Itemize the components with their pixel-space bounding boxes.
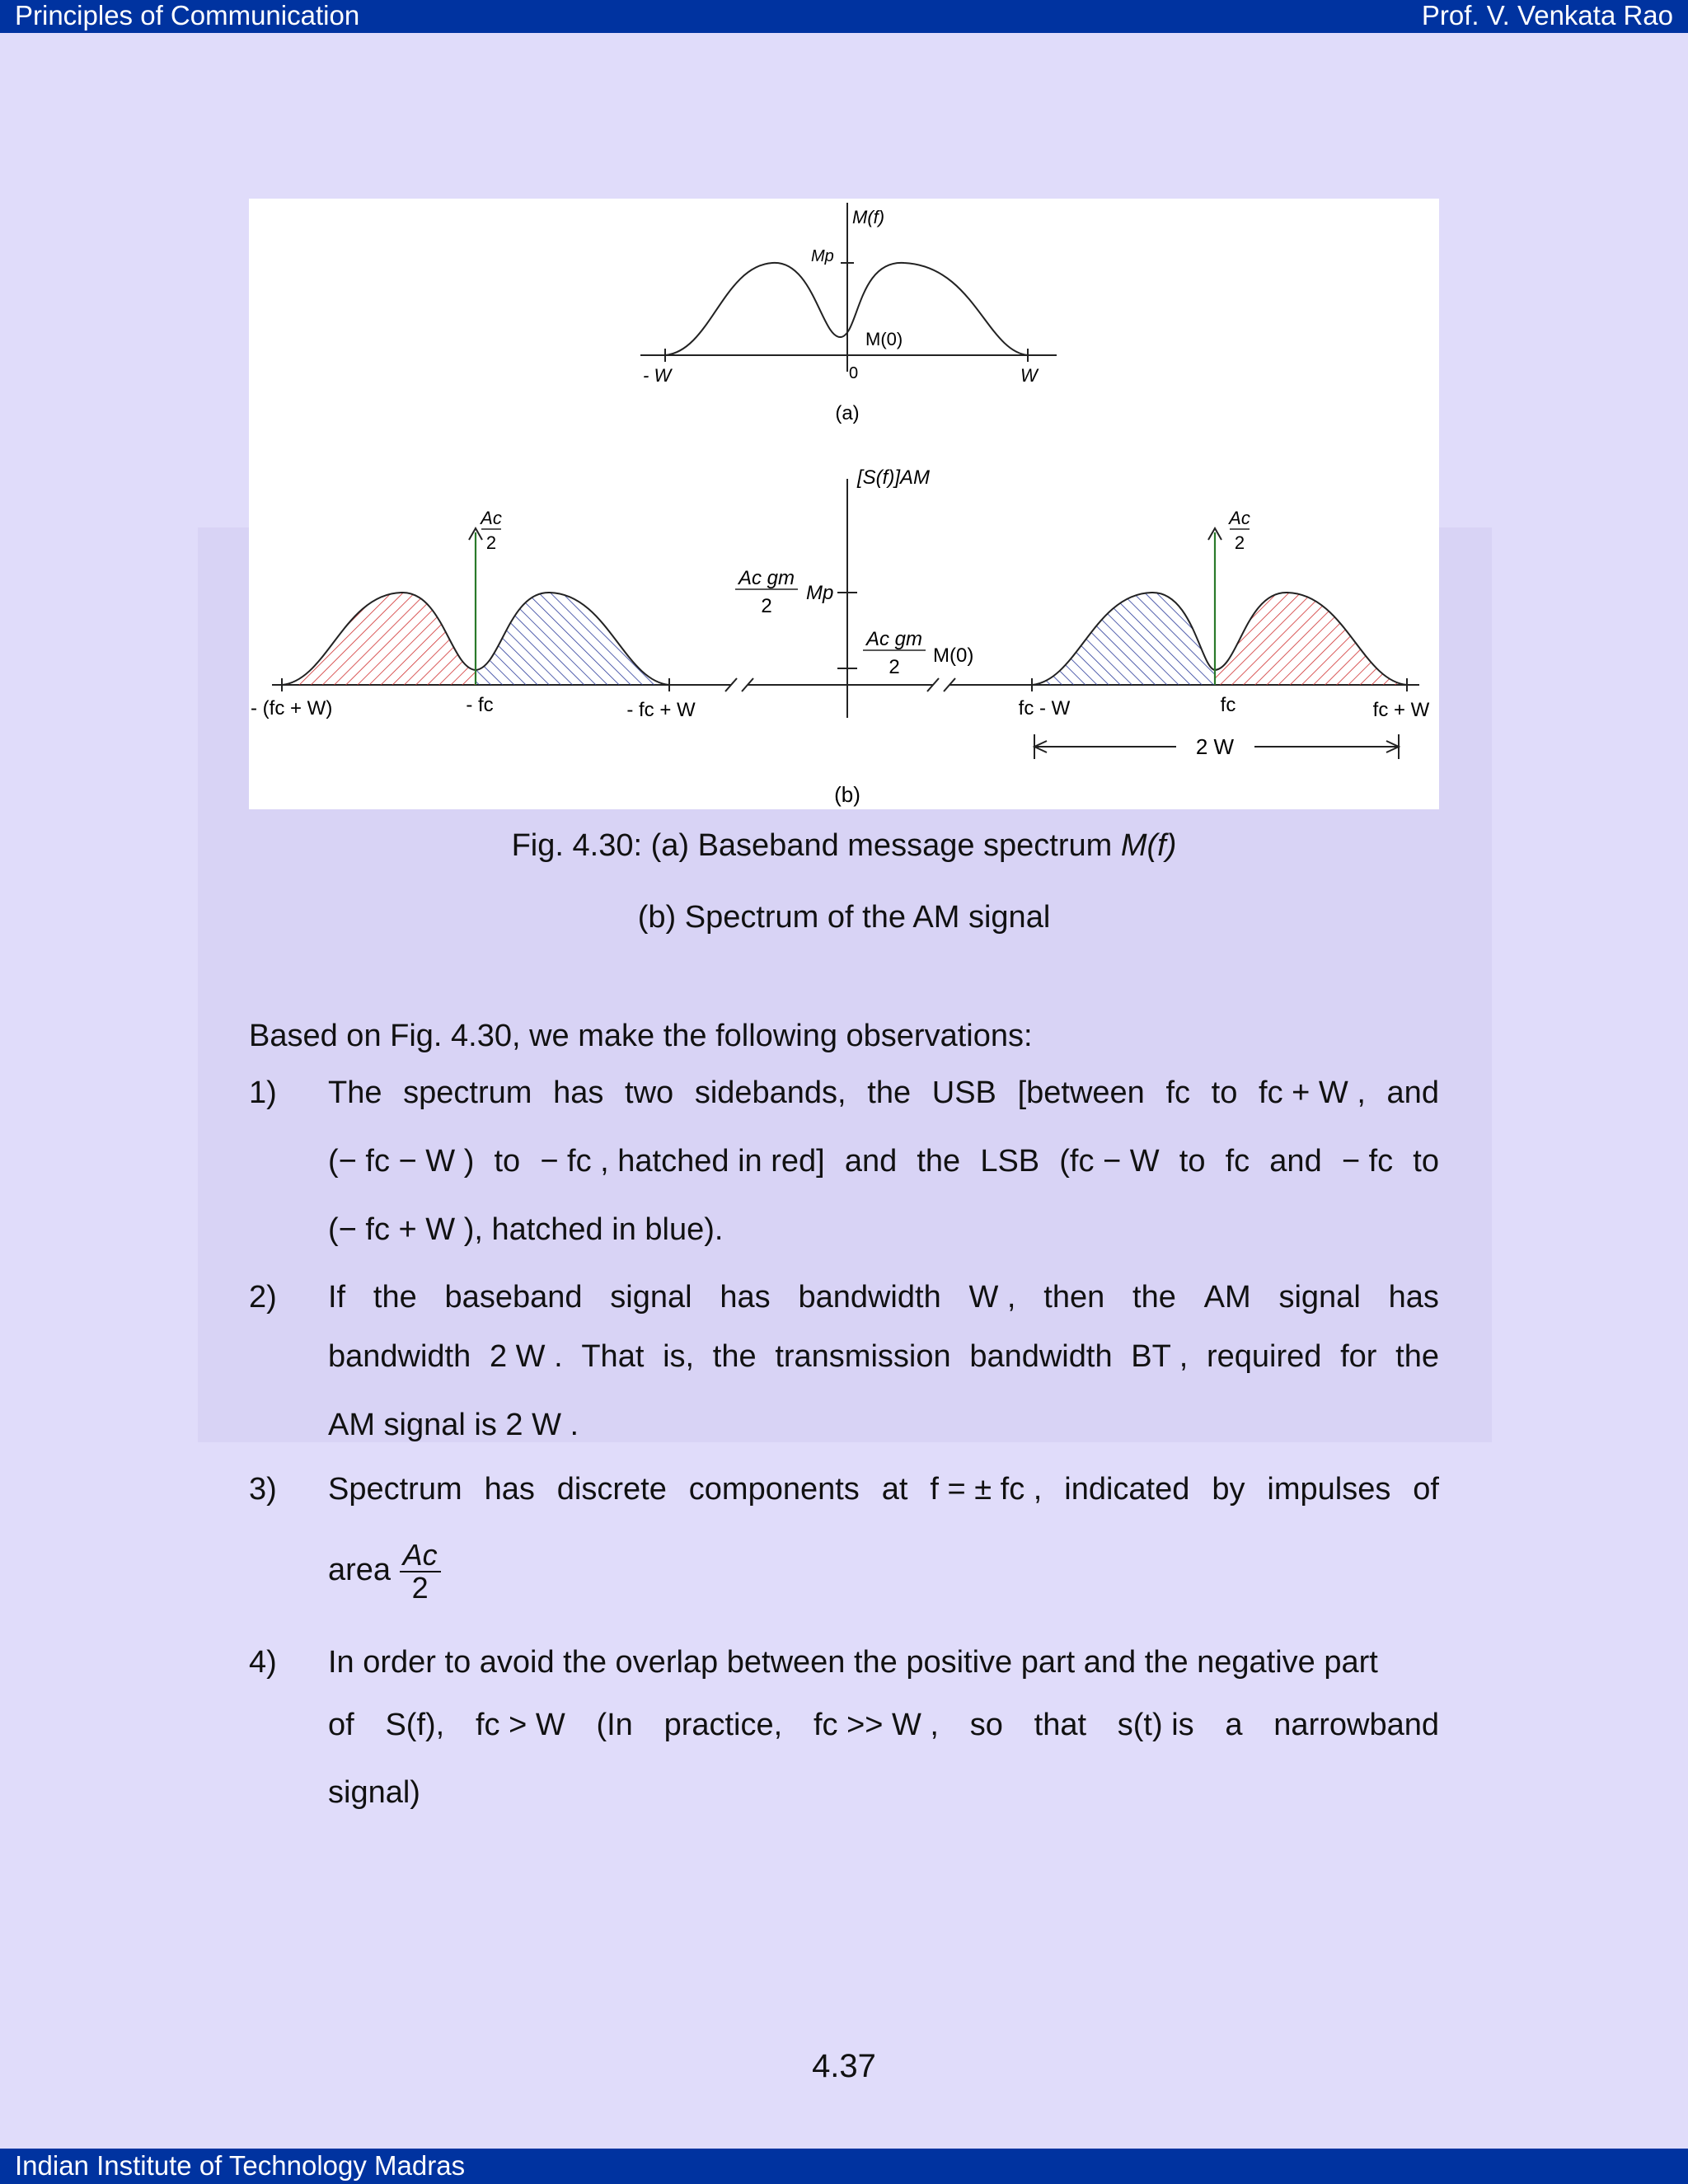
line-word: of bbox=[328, 1708, 354, 1742]
line-word: (In bbox=[596, 1708, 633, 1742]
item-number: 1) bbox=[249, 1076, 277, 1110]
course-title: Principles of Communication bbox=[15, 0, 360, 30]
line-word: to bbox=[494, 1144, 521, 1179]
line-word: by bbox=[1212, 1472, 1245, 1507]
b-sublabel: (b) bbox=[834, 782, 860, 807]
line-word: has bbox=[484, 1472, 535, 1507]
line-word: the bbox=[1395, 1339, 1439, 1374]
item-4-line-2 bbox=[328, 1708, 1439, 1743]
line-word: Spectrum bbox=[328, 1472, 462, 1507]
item-2-line-2 bbox=[328, 1339, 1439, 1375]
line-word: practice, bbox=[663, 1708, 783, 1742]
b-tick-pos-inner: fc - W bbox=[1018, 697, 1071, 719]
line-word: baseband bbox=[444, 1280, 583, 1315]
figure-caption-line2: (b) Spectrum of the AM signal bbox=[637, 900, 1051, 935]
line-word: then bbox=[1043, 1280, 1105, 1315]
line-word: fc >> W , bbox=[813, 1708, 939, 1742]
area-fraction bbox=[400, 1540, 441, 1604]
line-word: indicated bbox=[1064, 1472, 1190, 1507]
a-peak-label: Mp bbox=[811, 247, 834, 265]
line-word: for bbox=[1340, 1339, 1377, 1374]
panel-a bbox=[640, 203, 1057, 424]
line-word: a bbox=[1225, 1708, 1243, 1742]
b-mp-label: Mp bbox=[806, 582, 834, 604]
item-1-line-1 bbox=[328, 1076, 1439, 1111]
a-pos-w-label: W bbox=[1020, 365, 1038, 386]
item-1-line-3: (− fc + W ), hatched in blue). bbox=[328, 1212, 724, 1247]
line-word: the bbox=[712, 1339, 757, 1374]
page-number: 4.37 bbox=[812, 2048, 876, 2084]
item-2-line-3: AM signal is 2 W . bbox=[328, 1408, 579, 1442]
line-word: the bbox=[867, 1076, 912, 1110]
item-3-line-2 bbox=[328, 1540, 1439, 1604]
b-tick-pos-fc: fc bbox=[1220, 694, 1236, 716]
item-1-line-2 bbox=[328, 1144, 1439, 1179]
line-word: to bbox=[1413, 1144, 1439, 1179]
line-word: spectrum bbox=[403, 1076, 532, 1110]
line-word: and bbox=[1386, 1076, 1439, 1110]
line-word: that bbox=[1034, 1708, 1087, 1742]
b-agm-upper-den: 2 bbox=[761, 595, 772, 617]
item-4-line-1: In order to avoid the overlap between the positive part and the negative part bbox=[328, 1645, 1378, 1680]
line-word: 2 W . bbox=[489, 1339, 563, 1374]
line-word: is, bbox=[663, 1339, 695, 1374]
line-word: the bbox=[373, 1280, 417, 1315]
b-axis-label: [S(f)]AM bbox=[857, 466, 930, 489]
line-word: the bbox=[917, 1144, 961, 1179]
caption-text: Fig. 4.30: (a) Baseband message spectrum bbox=[511, 828, 1121, 863]
line-word: bandwidth bbox=[969, 1339, 1113, 1374]
line-word: two bbox=[625, 1076, 674, 1110]
line-word: impulses bbox=[1267, 1472, 1391, 1507]
line-word: to bbox=[1211, 1076, 1238, 1110]
area-text: area bbox=[328, 1552, 392, 1587]
b-right-impulse-num: Ac bbox=[1229, 508, 1250, 528]
b-right-impulse-den: 2 bbox=[1234, 532, 1245, 553]
item-3-line-1 bbox=[328, 1472, 1439, 1507]
line-word: BT , bbox=[1131, 1339, 1189, 1374]
a-origin-label: 0 bbox=[849, 364, 859, 382]
footer-bar bbox=[0, 2149, 1688, 2184]
item-number: 4) bbox=[249, 1645, 277, 1680]
line-word: S(f), bbox=[385, 1708, 445, 1742]
figure-4-30 bbox=[249, 199, 1439, 809]
b-bandwidth-label: 2 W bbox=[1195, 734, 1235, 759]
author-name: Prof. V. Venkata Rao bbox=[1421, 0, 1673, 30]
line-word: USB bbox=[931, 1076, 996, 1110]
a-neg-w-label: - W bbox=[643, 365, 672, 386]
line-word: That bbox=[581, 1339, 645, 1374]
line-word: has bbox=[553, 1076, 604, 1110]
b-left-impulse-num: Ac bbox=[481, 508, 502, 528]
a-dc-label: M(0) bbox=[865, 329, 903, 349]
item-number: 3) bbox=[249, 1472, 277, 1507]
line-word: f = ± fc , bbox=[930, 1472, 1043, 1507]
line-word: AM bbox=[1203, 1280, 1251, 1315]
line-word: and bbox=[844, 1144, 898, 1179]
line-word: − fc , hatched in red] bbox=[540, 1144, 825, 1179]
line-word: sidebands, bbox=[694, 1076, 846, 1110]
line-word: narrowband bbox=[1273, 1708, 1439, 1742]
line-word: has bbox=[720, 1280, 771, 1315]
caption-math: M(f) bbox=[1120, 828, 1177, 863]
line-word: The bbox=[328, 1076, 382, 1110]
line-word: fc + W , bbox=[1259, 1076, 1366, 1110]
b-tick-pos-outer: fc + W bbox=[1372, 699, 1430, 721]
line-word: signal bbox=[1278, 1280, 1361, 1315]
b-tick-neg-inner: - fc + W bbox=[626, 699, 696, 721]
line-word: bandwidth bbox=[798, 1280, 941, 1315]
line-word: fc bbox=[1165, 1076, 1191, 1110]
item-4-line-3: signal) bbox=[328, 1775, 420, 1810]
line-word: [between bbox=[1017, 1076, 1145, 1110]
item-2-line-1 bbox=[328, 1280, 1439, 1315]
line-word: s(t) is bbox=[1117, 1708, 1194, 1742]
line-word: signal bbox=[610, 1280, 692, 1315]
line-word: the bbox=[1132, 1280, 1176, 1315]
line-word: to bbox=[1179, 1144, 1206, 1179]
b-left-impulse-den: 2 bbox=[485, 532, 497, 553]
observations-intro: Based on Fig. 4.30, we make the following observations: bbox=[249, 1019, 1033, 1053]
line-word: discrete bbox=[556, 1472, 667, 1507]
line-word: fc > W bbox=[475, 1708, 565, 1742]
line-word: of bbox=[1413, 1472, 1439, 1507]
panel-b bbox=[251, 466, 1430, 807]
b-m0-label: M(0) bbox=[933, 644, 974, 667]
line-word: W , bbox=[968, 1280, 1016, 1315]
line-word: If bbox=[328, 1280, 346, 1315]
line-word: (fc − W bbox=[1059, 1144, 1160, 1179]
a-axis-label: M(f) bbox=[852, 207, 885, 227]
header-bar bbox=[0, 0, 1688, 33]
line-word: and bbox=[1269, 1144, 1322, 1179]
line-word: − fc bbox=[1341, 1144, 1394, 1179]
b-tick-neg-fc: - fc bbox=[466, 694, 494, 716]
line-word: fc bbox=[1225, 1144, 1250, 1179]
b-agm-upper-num: Ac gm bbox=[738, 567, 795, 589]
line-word: transmission bbox=[775, 1339, 951, 1374]
line-word: so bbox=[969, 1708, 1003, 1742]
line-word: bandwidth bbox=[328, 1339, 471, 1374]
figure-caption-line1 bbox=[249, 828, 1439, 864]
line-word: components bbox=[688, 1472, 860, 1507]
item-number: 2) bbox=[249, 1280, 277, 1315]
line-word: LSB bbox=[980, 1144, 1040, 1179]
fraction-numerator: Ac bbox=[400, 1540, 441, 1572]
b-tick-neg-outer: - (fc + W) bbox=[251, 697, 333, 719]
b-agm-lower-num: Ac gm bbox=[865, 628, 923, 650]
line-word: (− fc − W ) bbox=[328, 1144, 475, 1179]
line-word: required bbox=[1206, 1339, 1322, 1374]
institute-name: Indian Institute of Technology Madras bbox=[15, 2150, 466, 2181]
line-word: has bbox=[1388, 1280, 1439, 1315]
fraction-denominator: 2 bbox=[411, 1570, 429, 1605]
line-word: at bbox=[881, 1472, 908, 1507]
a-sublabel: (a) bbox=[835, 402, 860, 424]
b-agm-lower-den: 2 bbox=[889, 656, 900, 678]
